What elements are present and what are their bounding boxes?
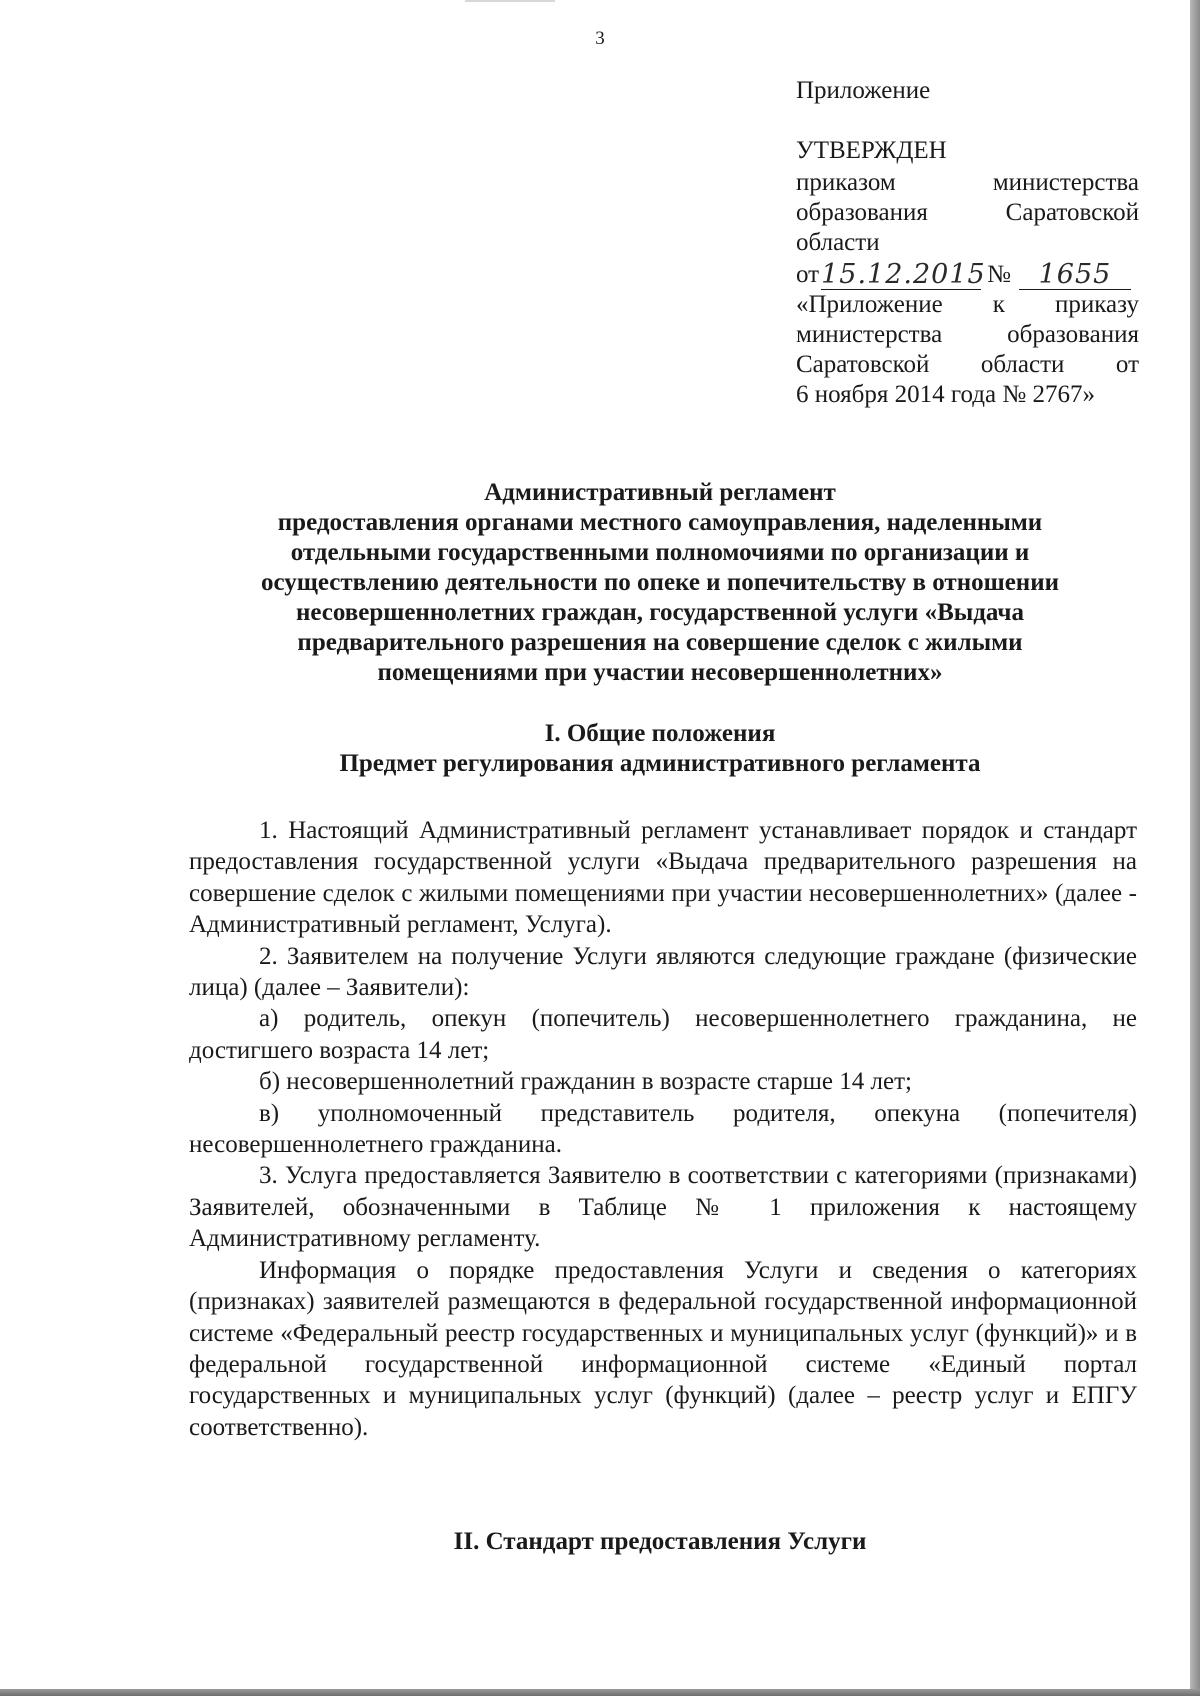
title-line-7: помещениями при участии несовершеннолетних» xyxy=(377,659,943,686)
section-1-headings xyxy=(180,719,1140,779)
approval-block xyxy=(796,76,1139,410)
approval-date-line xyxy=(796,258,1139,290)
date-prefix: от xyxy=(796,261,820,288)
reference-line-2: министерства образования xyxy=(796,321,1139,348)
approval-line-2: образования Саратовской xyxy=(796,199,1139,226)
body-text xyxy=(189,815,1137,1443)
document-title xyxy=(180,478,1140,688)
number-sign: № xyxy=(987,261,1011,288)
title-line-2: предоставления органами местного самоуправления, наделенными xyxy=(277,509,1043,536)
section-1-heading: I. Общие положения xyxy=(544,720,776,747)
paragraph-2c: в) уполномоченный представитель родителя, опекуна (попечителя) несовершеннолетнего гражданина. xyxy=(189,1099,1137,1159)
scan-top-edge xyxy=(465,0,555,2)
title-line-3: отдельными государственными полномочиями по организации и xyxy=(290,539,1030,566)
approval-line-1: приказом министерства xyxy=(796,169,1139,196)
title-line-5: несовершеннолетних граждан, государственной услуги «Выдача xyxy=(295,599,1025,626)
page-edge-right xyxy=(1190,0,1200,1696)
reference-line-1: «Приложение к приказу xyxy=(796,291,1139,318)
approval-line-3: области xyxy=(796,229,880,256)
paragraph-2a: а) родитель, опекун (попечитель) несовершеннолетнего гражданина, не достигшего возраста 14 лет; xyxy=(189,1005,1137,1064)
section-2-heading: II. Стандарт предоставления Услуги xyxy=(453,1528,867,1555)
paragraph-2b: б) несовершеннолетний гражданин в возрасте старше 14 лет; xyxy=(259,1068,912,1096)
page-edge-bottom xyxy=(0,1689,1200,1696)
approved-label: УТВЕРЖДЕН xyxy=(796,137,947,164)
paragraph-1: 1. Настоящий Административный регламент устанавливает порядок и стандарт предоставления государственной услуги «Выдача предварительного разрешения на совершение сделок с жилыми помещениями при участии несовершеннолетних» (далее - Административный регламент, Услуга). xyxy=(189,817,1137,939)
appendix-label: Приложение xyxy=(796,77,931,104)
title-line-1: Административный регламент xyxy=(484,479,836,506)
section-1-subheading: Предмет регулирования административного регламента xyxy=(339,750,981,777)
title-line-6: предварительного разрешения на совершение сделок с жилыми xyxy=(297,629,1023,656)
page-number: 3 xyxy=(595,28,605,49)
reference-line-4: 6 ноября 2014 года № 2767» xyxy=(796,381,1095,408)
handwritten-number: 1655 xyxy=(1019,261,1131,290)
paragraph-3: 3. Услуга предоставляется Заявителю в соответствии с категориями (признаками) Заявителей, обозначенными в Таблице № 1 приложения к настоящему Административному регламенту. xyxy=(189,1162,1137,1253)
handwritten-date: 15.12.2015 xyxy=(821,259,986,290)
reference-line-3: Саратовской области от xyxy=(796,351,1139,378)
title-line-4: осуществлению деятельности по опеке и попечительству в отношении xyxy=(260,569,1060,596)
paragraph-2: 2. Заявителем на получение Услуги являются следующие граждане (физические лица) (далее – Заявители): xyxy=(189,942,1137,1002)
paragraph-info: Информация о порядке предоставления Услуги и сведения о категориях (признаках) заявителей размещаются в федеральной государственной информационной системе «Федеральный реестр государственных и муниципальных услуг (функций)» и в федеральной государственной информационной системе «Единый портал государственных и муниципальных услуг (функций) (далее – реестр услуг и ЕПГУ соответственно). xyxy=(189,1256,1137,1441)
